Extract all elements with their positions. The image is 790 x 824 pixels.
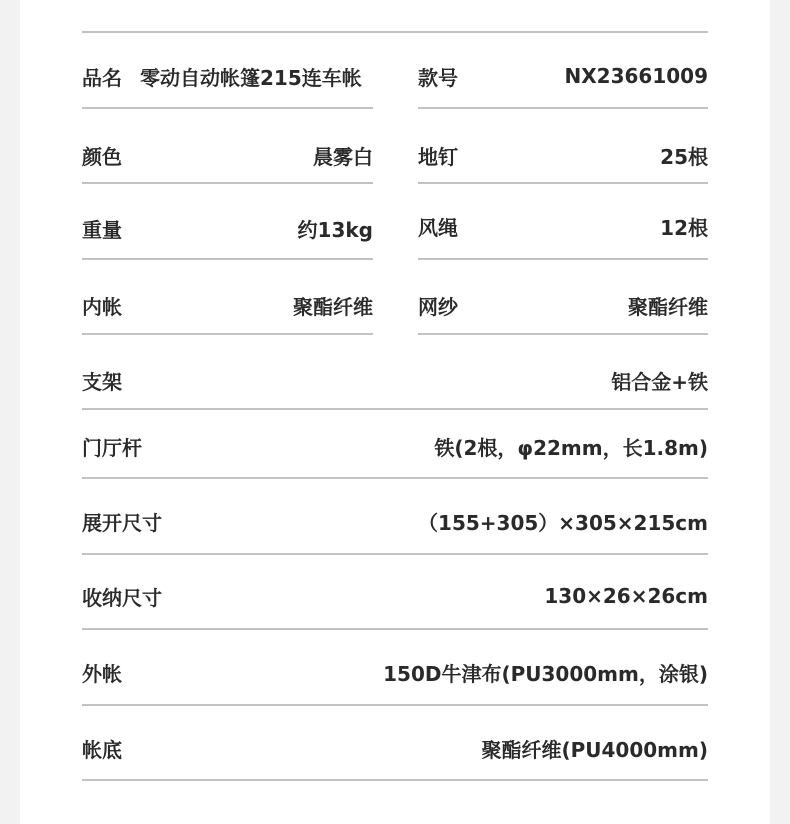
divider xyxy=(418,182,708,184)
spec-label: 重量 xyxy=(82,217,122,242)
spec-floor xyxy=(82,722,708,774)
spec-color xyxy=(82,130,373,180)
spec-inner-tent xyxy=(82,279,373,331)
spec-mesh xyxy=(418,279,708,331)
spec-label: 内帐 xyxy=(82,294,122,319)
divider xyxy=(82,553,708,555)
divider xyxy=(82,704,708,706)
divider xyxy=(82,107,373,109)
spec-value: 约13kg xyxy=(297,217,373,242)
divider xyxy=(82,258,373,260)
spec-value: 铝合金+铁 xyxy=(611,369,708,394)
spec-label: 展开尺寸 xyxy=(82,510,162,535)
spec-label: 网纱 xyxy=(418,294,458,319)
spec-value: NX23661009 xyxy=(564,64,708,88)
spec-value: 聚酯纤维 xyxy=(628,294,708,319)
spec-value: 12根 xyxy=(660,215,708,240)
spec-model xyxy=(418,50,708,102)
spec-weight xyxy=(82,202,373,254)
divider xyxy=(418,333,708,335)
divider xyxy=(82,628,708,630)
divider xyxy=(418,258,708,260)
spec-label: 风绳 xyxy=(418,215,458,240)
spec-product-name xyxy=(82,50,373,102)
spec-porch-pole xyxy=(82,420,708,472)
divider xyxy=(82,31,708,33)
divider xyxy=(418,107,708,109)
spec-frame xyxy=(82,354,708,406)
spec-stakes xyxy=(418,130,708,180)
spec-value: 25根 xyxy=(660,144,708,169)
divider xyxy=(82,333,373,335)
spec-value: 聚酯纤维 xyxy=(293,294,373,319)
spec-value: （155+305）×305×215cm xyxy=(418,510,708,535)
divider xyxy=(82,182,373,184)
spec-value: 零动自动帐篷215连车帐 xyxy=(140,65,362,90)
spec-label: 品名 xyxy=(82,65,122,90)
spec-outer-tent xyxy=(82,646,708,698)
divider xyxy=(82,779,708,781)
spec-unfolded-size xyxy=(82,495,708,547)
spec-label: 帐底 xyxy=(82,737,122,762)
spec-label: 门厅杆 xyxy=(82,435,142,460)
spec-label: 款号 xyxy=(418,65,458,90)
spec-packed-size xyxy=(82,570,708,622)
spec-guy-ropes xyxy=(418,200,708,252)
spec-label: 外帐 xyxy=(82,661,122,686)
spec-label: 颜色 xyxy=(82,144,122,169)
spec-card xyxy=(20,0,770,824)
spec-value: 铁(2根，φ22mm，长1.8m) xyxy=(434,435,708,460)
spec-value: 晨雾白 xyxy=(313,144,373,169)
spec-label: 地钉 xyxy=(418,144,458,169)
divider xyxy=(82,477,708,479)
spec-value: 130×26×26cm xyxy=(544,584,708,608)
spec-label: 支架 xyxy=(82,369,122,394)
spec-value: 150D牛津布(PU3000mm，涂银) xyxy=(383,661,708,686)
spec-value: 聚酯纤维(PU4000mm) xyxy=(481,737,708,762)
spec-label: 收纳尺寸 xyxy=(82,585,162,610)
divider xyxy=(82,408,708,410)
